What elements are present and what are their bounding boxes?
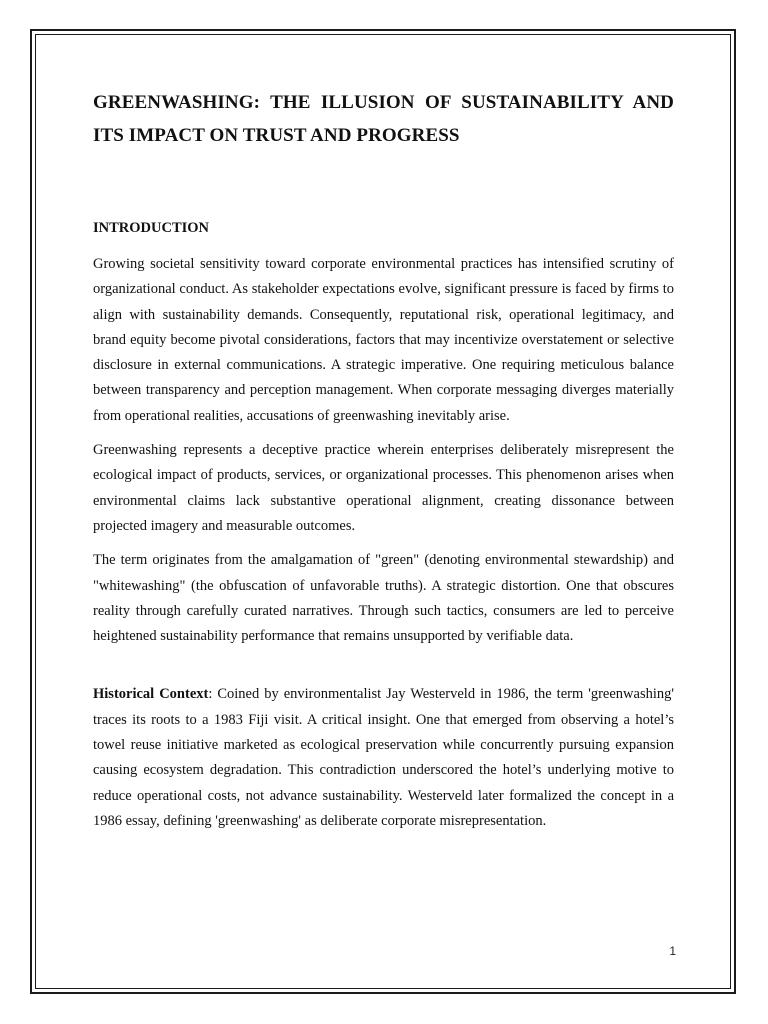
section-heading-introduction: INTRODUCTION	[93, 220, 210, 236]
historical-context-text: : Coined by environmentalist Jay Westerveld in 1986, the term 'greenwashing' traces its roots to a 1983 Fiji visit. A critical insight. One that emerged from observing a hotel’s towel reuse initiative marketed as ecological preservation while concurrently pursuing expansion causing ecosystem degradation. This contradiction underscored the hotel’s underlying motive to reduce operational costs, not advance sustainability. Westerveld later formalized the concept in a 1986 essay, defining 'greenwashing' as deliberate corporate misrepresentation.	[93, 686, 674, 829]
document-title: GREENWASHING: THE ILLUSION OF SUSTAINABILITY AND ITS IMPACT ON TRUST AND PROGRESS	[93, 92, 674, 146]
page-number: 1	[669, 944, 676, 958]
paragraph-historical-context	[93, 682, 674, 834]
document-body	[93, 86, 674, 834]
historical-context-label: Historical Context	[93, 686, 209, 703]
paragraph-1: Growing societal sensitivity toward corporate environmental practices has intensified scrutiny of organizational conduct. As stakeholder expectations evolve, significant pressure is faced by firms to align with sustainability demands. Consequently, reputational risk, operational legitimacy, and brand equity become pivotal considerations, factors that may incentivize overstatement or selective disclosure in external communications. A strategic imperative. One requiring meticulous balance between transparency and perception management. When corporate messaging diverges materially from operational realities, accusations of greenwashing inevitably arise.	[93, 256, 674, 424]
paragraph-3: The term originates from the amalgamation of "green" (denoting environmental stewardship) and "whitewashing" (the obfuscation of unfavorable truths). A strategic distortion. One that obscures reality through carefully curated narratives. Through such tactics, consumers are led to perceive heightened sustainability performance that remains unsupported by verifiable data.	[93, 552, 674, 645]
paragraph-2: Greenwashing represents a deceptive practice wherein enterprises deliberately misrepresent the ecological impact of products, services, or organizational processes. This phenomenon arises when environmental claims lack substantive operational alignment, creating dissonance between projected imagery and measurable outcomes.	[93, 442, 674, 534]
